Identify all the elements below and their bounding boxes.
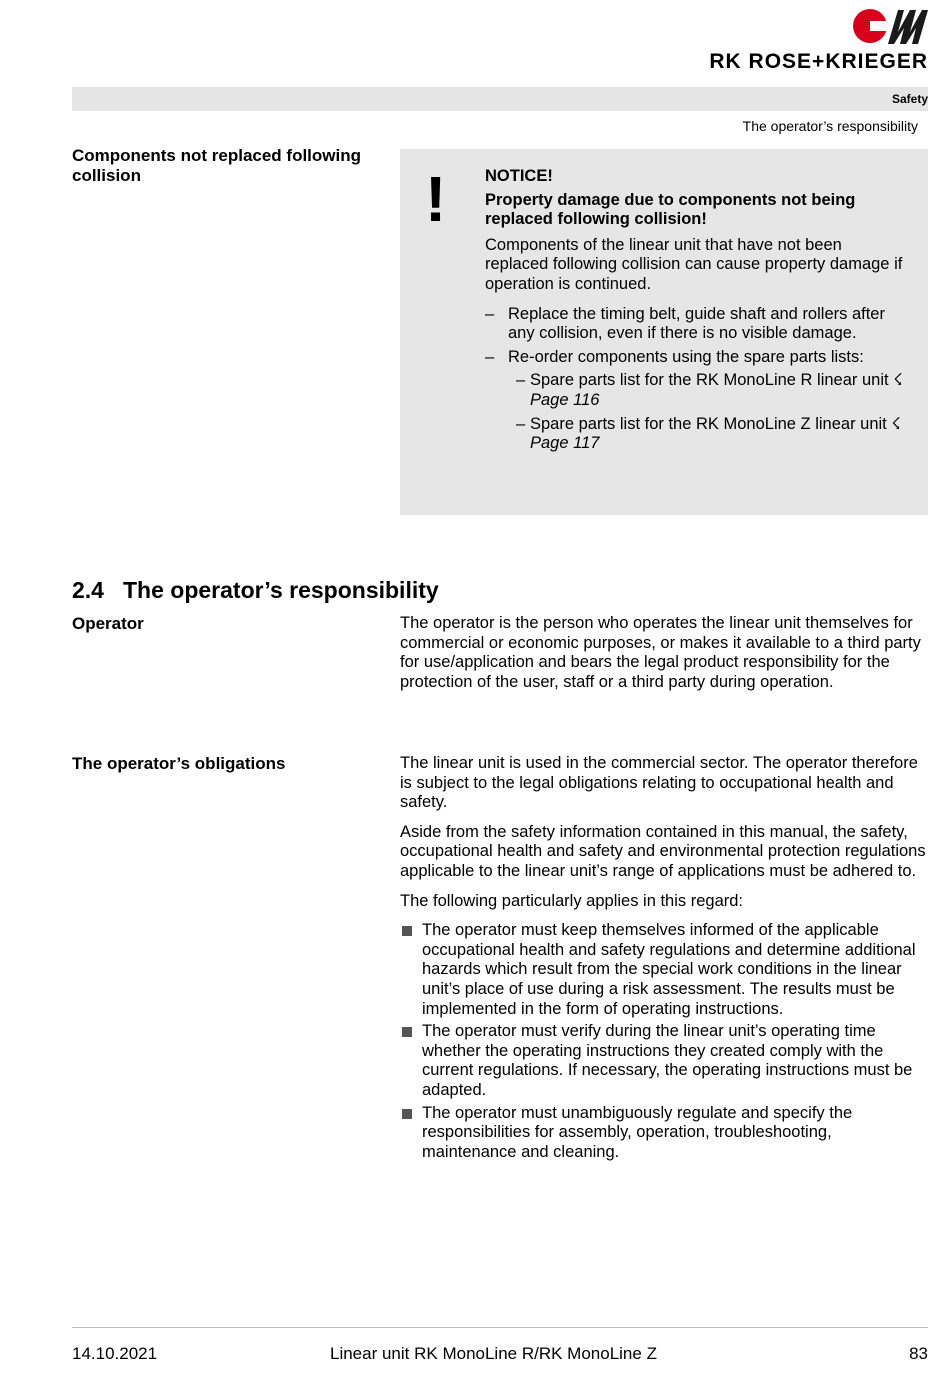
footer-document-title: Linear unit RK MonoLine R/RK MonoLine Z	[330, 1344, 657, 1363]
dash-marker: –	[485, 347, 495, 366]
action-text: Re-order components using the spare parts lists:	[508, 347, 864, 366]
sub-item-text: Spare parts list for the RK MonoLine Z linear unit	[530, 414, 892, 433]
obligations-paragraph: The following particularly applies in this regard:	[400, 891, 744, 910]
footer-page-number: 83	[909, 1344, 928, 1363]
obligations-paragraph: Aside from the safety information contained in this manual, the safety, occupational health and safety and environmental protection regulations applicable to the linear unit’s range of applications must be adhered to.	[400, 822, 926, 880]
page-reference-link[interactable]: Page 116	[530, 390, 600, 409]
footer-date: 14.10.2021	[72, 1344, 158, 1363]
notice-description: Components of the linear unit that have not been replaced following collision can cause property damage if operation is continued.	[485, 235, 903, 293]
square-bullet-icon	[402, 1109, 412, 1119]
notice-heading: Property damage due to components not being replaced following collision!	[485, 190, 856, 229]
company-logo-icon	[852, 6, 928, 46]
page-reference-arrow-icon: ☇	[891, 414, 901, 433]
sub-item-text: Spare parts list for the RK MonoLine R linear unit	[530, 371, 894, 390]
operator-side-label: Operator	[72, 614, 144, 633]
square-bullet-icon	[402, 1027, 412, 1037]
list-item	[485, 305, 905, 344]
page-reference-arrow-icon: ☇	[893, 371, 903, 390]
notice-signal-word: NOTICE!	[485, 167, 553, 185]
dash-marker: –	[516, 371, 526, 390]
spare-parts-list	[508, 371, 905, 453]
square-bullet-icon	[402, 926, 412, 936]
exclamation-icon: !	[425, 163, 447, 235]
list-item	[485, 348, 905, 454]
header-subsection-title: The operator’s responsibility	[742, 118, 918, 134]
section-title: The operator’s responsibility	[123, 577, 439, 603]
dash-marker: –	[485, 304, 495, 323]
bullet-text: The operator must keep themselves informed of the applicable occupational health and safety regulations and determine additional hazards which result from the special work conditions in the linear unit’s place of use during a risk assessment. The results must be implemented in the form of operating instructions.	[422, 921, 916, 1018]
notice-action-list	[485, 305, 905, 454]
obligations-content	[400, 754, 928, 1165]
list-item	[400, 921, 928, 1019]
dash-marker: –	[516, 414, 526, 433]
operator-definition: The operator is the person who operates the linear unit themselves for commercial or economic purposes, or makes it available to a third party for use/application and bears the legal product responsibility for the protection of the user, staff or a third party during operation.	[400, 614, 921, 691]
notice-side-label: Components not replaced following collision	[72, 146, 361, 185]
obligations-paragraph: The linear unit is used in the commercial sector. The operator therefore is subject to the legal obligations relating to occupational health and safety.	[400, 754, 918, 812]
list-item	[508, 415, 905, 454]
header-section-title: Safety	[891, 92, 928, 106]
bullet-text: The operator must unambiguously regulate and specify the responsibilities for assembly, operation, troubleshooting, maintenance and cleaning.	[422, 1103, 853, 1161]
section-number: 2.4	[72, 577, 104, 603]
footer-divider	[72, 1327, 928, 1328]
obligations-side-label: The operator’s obligations	[72, 754, 286, 773]
brand-wordmark: RK ROSE+KRIEGER	[709, 50, 928, 73]
bullet-text: The operator must verify during the linear unit’s operating time whether the operating instructions they created comply with the current regulations. If necessary, the operating instructions must be adapted.	[422, 1022, 913, 1099]
section-heading	[72, 577, 439, 604]
action-text: Replace the timing belt, guide shaft and rollers after any collision, even if there is no visible damage.	[508, 304, 885, 343]
obligations-bullet-list	[400, 921, 928, 1162]
notice-content	[485, 167, 905, 458]
page-reference-link[interactable]: Page 117	[530, 434, 600, 453]
notice-box	[400, 149, 928, 515]
list-item	[400, 1104, 928, 1163]
list-item	[400, 1022, 928, 1100]
header-bar	[72, 87, 928, 111]
list-item	[508, 371, 905, 410]
